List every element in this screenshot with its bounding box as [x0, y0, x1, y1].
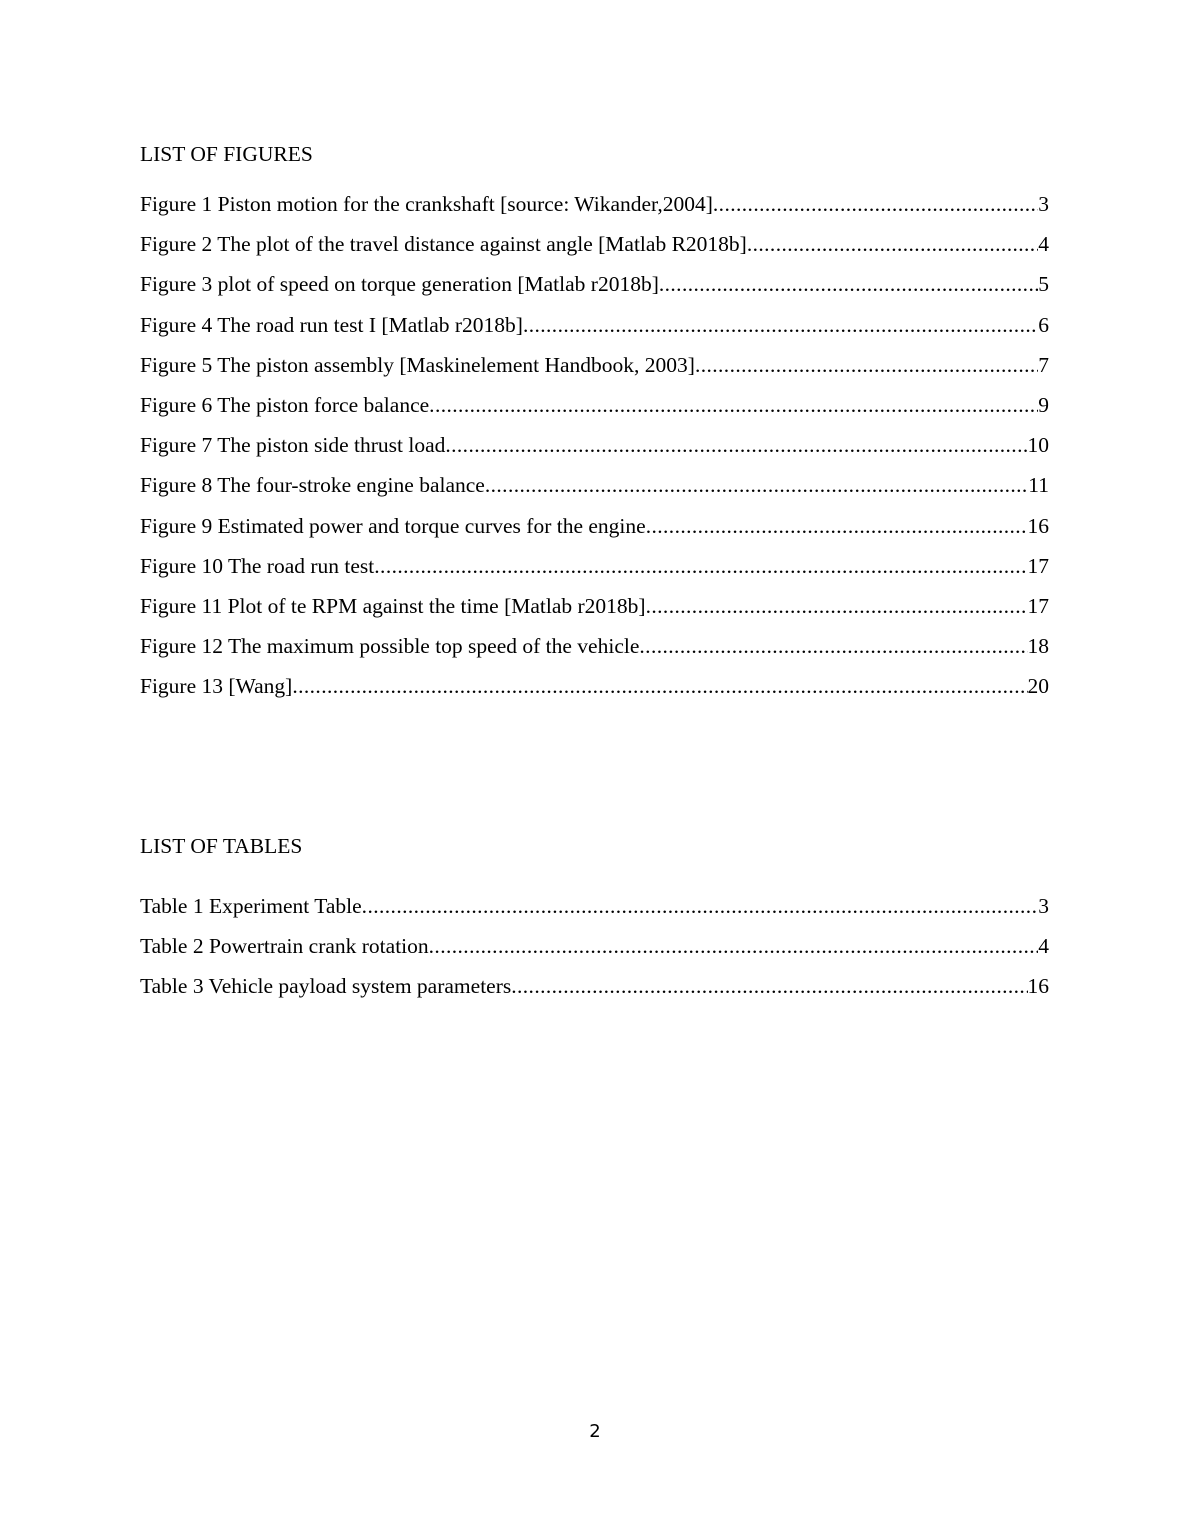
figure-entry-8[interactable] — [140, 472, 1049, 512]
figure-entry-6[interactable] — [140, 392, 1049, 432]
entry-page-number: 5 — [1038, 272, 1049, 297]
entry-title: Figure 6 The piston force balance — [140, 392, 430, 417]
entry-page-number: 17 — [1027, 593, 1049, 618]
dot-leader — [374, 553, 1027, 579]
dot-leader — [445, 432, 1027, 458]
figure-entry-7[interactable] — [140, 432, 1049, 472]
entry-title: Table 2 Powertrain crank rotation — [140, 934, 429, 959]
list-of-tables-heading: LIST OF TABLES — [140, 834, 303, 858]
page-number: 2 — [589, 1421, 601, 1442]
entry-page-number: 9 — [1038, 392, 1049, 417]
entry-title: Figure 4 The road run test I [Matlab r2018b] — [140, 312, 523, 337]
entry-title: Table 1 Experiment Table — [140, 894, 362, 918]
dot-leader — [646, 513, 1028, 539]
entry-page-number: 20 — [1027, 674, 1049, 699]
table-entry-1[interactable] — [140, 893, 1049, 933]
entry-page-number: 3 — [1038, 192, 1049, 216]
entry-title: Figure 13 [Wang] — [140, 674, 293, 699]
figure-entry-4[interactable] — [140, 312, 1049, 352]
entry-title: Figure 7 The piston side thrust load — [140, 433, 446, 458]
dot-leader — [639, 633, 1027, 659]
entry-title: Table 3 Vehicle payload system parameters — [140, 974, 512, 999]
entry-page-number: 4 — [1038, 232, 1049, 257]
list-of-tables — [140, 893, 1049, 1014]
entry-page-number: 16 — [1027, 974, 1049, 999]
entry-title: Figure 2 The plot of the travel distance against angle [Matlab R2018b] — [140, 232, 747, 257]
dot-leader — [429, 933, 1039, 959]
dot-leader — [747, 231, 1038, 257]
figure-entry-10[interactable] — [140, 553, 1049, 593]
entry-page-number: 3 — [1038, 894, 1049, 918]
figure-entry-12[interactable] — [140, 633, 1049, 673]
table-entry-3[interactable] — [140, 973, 1049, 1013]
entry-title: Figure 8 The four-stroke engine balance — [140, 473, 485, 498]
entry-title: Figure 9 Estimated power and torque curves for the engine — [140, 513, 646, 538]
dot-leader — [646, 593, 1028, 619]
entry-page-number: 7 — [1038, 352, 1049, 377]
entry-title: Figure 3 plot of speed on torque generation [Matlab r2018b] — [140, 272, 659, 297]
figure-entry-11[interactable] — [140, 593, 1049, 633]
entry-page-number: 11 — [1028, 473, 1049, 498]
entry-page-number: 4 — [1038, 934, 1049, 959]
entry-page-number: 10 — [1027, 433, 1049, 458]
figure-entry-13[interactable] — [140, 673, 1049, 713]
entry-page-number: 18 — [1027, 634, 1049, 659]
dot-leader — [292, 673, 1027, 699]
figure-entry-3[interactable] — [140, 271, 1049, 311]
dot-leader — [713, 191, 1038, 217]
figure-entry-9[interactable] — [140, 513, 1049, 553]
entry-title: Figure 12 The maximum possible top speed of the vehicle — [140, 634, 640, 659]
dot-leader — [362, 893, 1039, 919]
list-of-figures — [140, 191, 1049, 713]
dot-leader — [485, 472, 1028, 498]
figure-entry-1[interactable] — [140, 191, 1049, 231]
figure-entry-2[interactable] — [140, 231, 1049, 271]
entry-title: Figure 5 The piston assembly [Maskinelement Handbook, 2003] — [140, 352, 695, 377]
entry-page-number: 17 — [1027, 553, 1049, 578]
entry-page-number: 6 — [1038, 312, 1049, 337]
dot-leader — [429, 392, 1038, 418]
dot-leader — [523, 312, 1038, 338]
entry-title: Figure 1 Piston motion for the crankshaft [source: Wikander,2004] — [140, 192, 713, 216]
entry-page-number: 16 — [1027, 513, 1049, 538]
dot-leader — [695, 352, 1038, 378]
figure-entry-5[interactable] — [140, 352, 1049, 392]
dot-leader — [511, 973, 1027, 999]
list-of-figures-heading: LIST OF FIGURES — [140, 142, 313, 166]
entry-title: Figure 10 The road run test — [140, 553, 375, 578]
table-entry-2[interactable] — [140, 933, 1049, 973]
dot-leader — [659, 271, 1038, 297]
entry-title: Figure 11 Plot of te RPM against the time [Matlab r2018b] — [140, 593, 646, 618]
